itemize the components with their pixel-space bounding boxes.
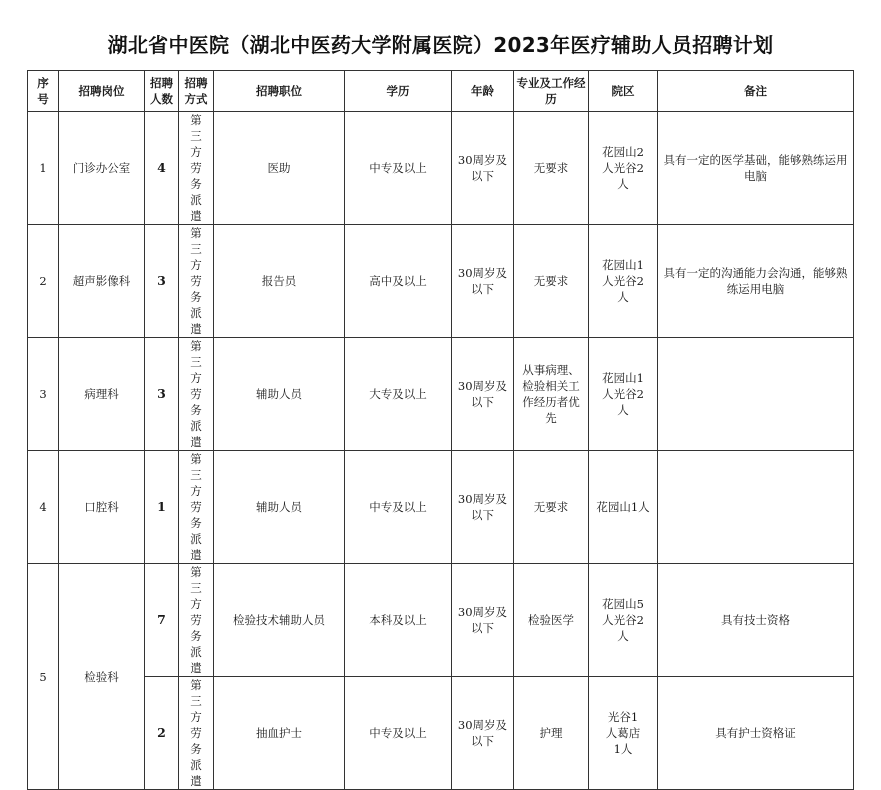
position-cell: 医助 — [214, 112, 345, 225]
notes-cell — [658, 451, 854, 564]
table-row — [28, 112, 854, 225]
post-cell: 口腔科 — [59, 451, 145, 564]
education-cell: 中专及以上 — [345, 112, 452, 225]
campus-cell: 花园山2人光谷2人 — [589, 112, 658, 225]
method-cell: 第三方劳务派遣 — [179, 677, 214, 790]
major-cell: 从事病理、检验相关工作经历者优先 — [514, 338, 589, 451]
method-cell: 第三方劳务派遣 — [179, 451, 214, 564]
age-cell: 30周岁及以下 — [452, 564, 514, 677]
header-count: 招聘人数 — [145, 71, 179, 112]
header-major: 专业及工作经历 — [514, 71, 589, 112]
post-cell: 病理科 — [59, 338, 145, 451]
notes-cell: 具有技士资格 — [658, 564, 854, 677]
notes-cell: 具有一定的医学基础，能够熟练运用电脑 — [658, 112, 854, 225]
age-cell: 30周岁及以下 — [452, 112, 514, 225]
education-cell: 中专及以上 — [345, 451, 452, 564]
position-cell: 辅助人员 — [214, 338, 345, 451]
age-cell: 30周岁及以下 — [452, 451, 514, 564]
method-cell: 第三方劳务派遣 — [179, 564, 214, 677]
table-row — [28, 564, 854, 677]
campus-cell: 花园山1人光谷2人 — [589, 338, 658, 451]
count-cell: 3 — [145, 338, 179, 451]
count-cell: 2 — [145, 677, 179, 790]
major-cell: 检验医学 — [514, 564, 589, 677]
campus-cell: 光谷1人葛店1人 — [589, 677, 658, 790]
header-seq: 序号 — [28, 71, 59, 112]
document-title: 湖北省中医院（湖北中医药大学附属医院）2023年医疗辅助人员招聘计划 — [107, 33, 774, 57]
count-cell: 4 — [145, 112, 179, 225]
education-cell: 中专及以上 — [345, 677, 452, 790]
campus-cell: 花园山1人 — [589, 451, 658, 564]
education-cell: 高中及以上 — [345, 225, 452, 338]
header-education: 学历 — [345, 71, 452, 112]
major-cell: 护理 — [514, 677, 589, 790]
position-cell: 抽血护士 — [214, 677, 345, 790]
notes-cell: 具有一定的沟通能力会沟通，能够熟练运用电脑 — [658, 225, 854, 338]
table-row — [28, 677, 854, 790]
count-cell: 7 — [145, 564, 179, 677]
header-campus: 院区 — [589, 71, 658, 112]
seq-cell: 1 — [28, 112, 59, 225]
count-cell: 1 — [145, 451, 179, 564]
header-post: 招聘岗位 — [59, 71, 145, 112]
seq-cell: 5 — [28, 564, 59, 790]
header-position: 招聘职位 — [214, 71, 345, 112]
method-cell: 第三方劳务派遣 — [179, 338, 214, 451]
notes-cell — [658, 338, 854, 451]
seq-cell: 4 — [28, 451, 59, 564]
major-cell: 无要求 — [514, 112, 589, 225]
post-cell: 门诊办公室 — [59, 112, 145, 225]
education-cell: 本科及以上 — [345, 564, 452, 677]
position-cell: 辅助人员 — [214, 451, 345, 564]
method-cell: 第三方劳务派遣 — [179, 112, 214, 225]
header-notes: 备注 — [658, 71, 854, 112]
age-cell: 30周岁及以下 — [452, 677, 514, 790]
campus-cell: 花园山1人光谷2人 — [589, 225, 658, 338]
header-row — [28, 71, 854, 112]
education-cell: 大专及以上 — [345, 338, 452, 451]
major-cell: 无要求 — [514, 225, 589, 338]
header-method: 招聘方式 — [179, 71, 214, 112]
age-cell: 30周岁及以下 — [452, 338, 514, 451]
count-cell: 3 — [145, 225, 179, 338]
header-age: 年龄 — [452, 71, 514, 112]
seq-cell: 3 — [28, 338, 59, 451]
campus-cell: 花园山5人光谷2人 — [589, 564, 658, 677]
method-cell: 第三方劳务派遣 — [179, 225, 214, 338]
notes-cell: 具有护士资格证 — [658, 677, 854, 790]
position-cell: 检验技术辅助人员 — [214, 564, 345, 677]
major-cell: 无要求 — [514, 451, 589, 564]
table-row — [28, 451, 854, 564]
seq-cell: 2 — [28, 225, 59, 338]
table-row — [28, 225, 854, 338]
post-cell: 超声影像科 — [59, 225, 145, 338]
table-row — [28, 338, 854, 451]
post-cell: 检验科 — [59, 564, 145, 790]
age-cell: 30周岁及以下 — [452, 225, 514, 338]
position-cell: 报告员 — [214, 225, 345, 338]
recruitment-table — [27, 70, 854, 790]
